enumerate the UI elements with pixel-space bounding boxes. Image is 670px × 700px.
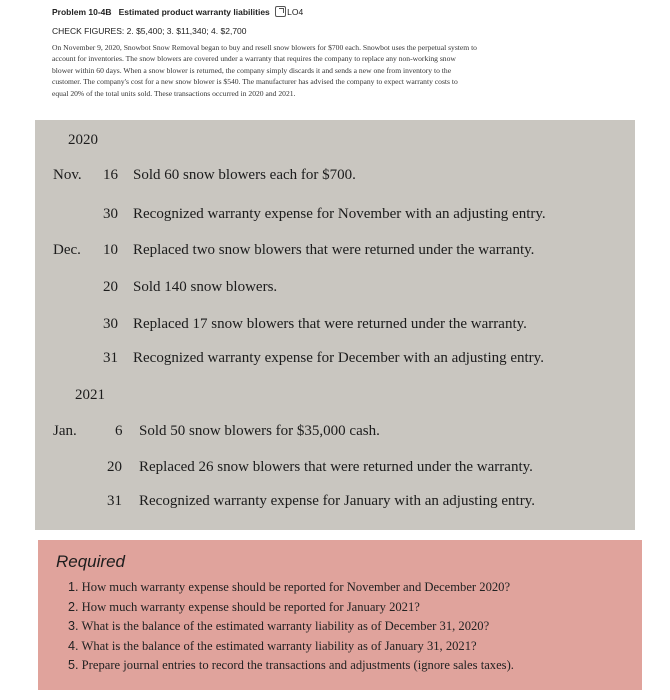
required-item-number: 4. xyxy=(68,638,79,653)
required-item-text: Prepare journal entries to record the transactions and adjustments (ignore sales taxes). xyxy=(81,658,514,672)
intro-line: equal 20% of the total units sold. These transactions occurred in 2020 and 2021. xyxy=(52,88,296,98)
transaction-day: 31 xyxy=(103,350,118,366)
intro-line: account for inventories. The snow blowers are covered under a warranty that requires the company to replace any non-working snow xyxy=(52,54,456,64)
required-item-number: 5. xyxy=(68,658,79,672)
required-panel xyxy=(38,540,642,690)
required-title: Required xyxy=(56,552,125,571)
required-list xyxy=(68,578,514,676)
intro-line: blower within 60 days. When a snow blower is returned, the company simply discards it and sends a new one from inventory to the xyxy=(52,65,452,75)
transaction-text: Sold 50 snow blowers for $35,000 cash. xyxy=(139,423,380,439)
required-item-number: 3. xyxy=(68,619,79,633)
transaction-day: 30 xyxy=(103,206,118,222)
transaction-text: Sold 140 snow blowers. xyxy=(133,279,278,295)
transaction-text: Recognized warranty expense for November with an adjusting entry. xyxy=(133,206,546,222)
transaction-day: 6 xyxy=(115,423,123,439)
transaction-text: Replaced two snow blowers that were returned under the warranty. xyxy=(133,242,535,258)
required-item-number: 2. xyxy=(68,599,79,614)
required-item-text: How much warranty expense should be reported for January 2021? xyxy=(81,599,420,614)
year-2020: 2020 xyxy=(68,132,98,148)
transaction-day: 30 xyxy=(103,316,118,332)
transaction-day: 20 xyxy=(103,279,118,295)
problem-header xyxy=(0,0,670,120)
problem-number: Problem 10-4B xyxy=(52,7,112,17)
required-item xyxy=(68,656,514,676)
required-item-number: 1. xyxy=(68,580,79,594)
intro-line: On November 9, 2020, Snowbot Snow Removal began to buy and resell snow blowers for $700 each. Snowbot uses the perpetual system to xyxy=(52,43,477,52)
required-item xyxy=(68,637,514,657)
intro-line: customer. The company's cost for a new snow blower is $540. The manufacturer has advised the company to expect warranty costs to xyxy=(52,77,458,87)
transaction-day: 10 xyxy=(103,242,118,258)
problem-intro xyxy=(52,42,627,99)
transaction-text: Recognized warranty expense for December with an adjusting entry. xyxy=(133,350,544,366)
problem-title-line xyxy=(52,6,303,17)
transaction-month: Jan. xyxy=(53,423,77,439)
transaction-text: Sold 60 snow blowers each for $700. xyxy=(133,167,356,183)
required-item xyxy=(68,598,514,618)
required-item xyxy=(68,578,514,598)
year-2021: 2021 xyxy=(75,387,105,403)
problem-title: Estimated product warranty liabilities xyxy=(118,7,270,17)
transaction-day: 31 xyxy=(107,493,122,509)
external-link-icon[interactable] xyxy=(275,6,286,17)
section-divider xyxy=(0,530,670,540)
learning-objective: LO4 xyxy=(287,7,304,17)
transaction-text: Replaced 26 snow blowers that were returned under the warranty. xyxy=(139,459,533,475)
transaction-month: Dec. xyxy=(53,242,81,258)
check-figures: CHECK FIGURES: 2. $5,400; 3. $11,340; 4. $2,700 xyxy=(52,26,247,36)
required-item-text: How much warranty expense should be reported for November and December 2020? xyxy=(81,580,511,594)
transaction-day: 20 xyxy=(107,459,122,475)
required-item-text: What is the balance of the estimated warranty liability as of January 31, 2021? xyxy=(81,638,477,653)
required-item xyxy=(68,617,514,637)
required-item-text: What is the balance of the estimated warranty liability as of December 31, 2020? xyxy=(81,619,490,633)
transaction-month: Nov. xyxy=(53,167,82,183)
transaction-day: 16 xyxy=(103,167,118,183)
transaction-text: Replaced 17 snow blowers that were returned under the warranty. xyxy=(133,316,527,332)
transactions-panel xyxy=(35,120,635,530)
transaction-text: Recognized warranty expense for January with an adjusting entry. xyxy=(139,493,535,509)
